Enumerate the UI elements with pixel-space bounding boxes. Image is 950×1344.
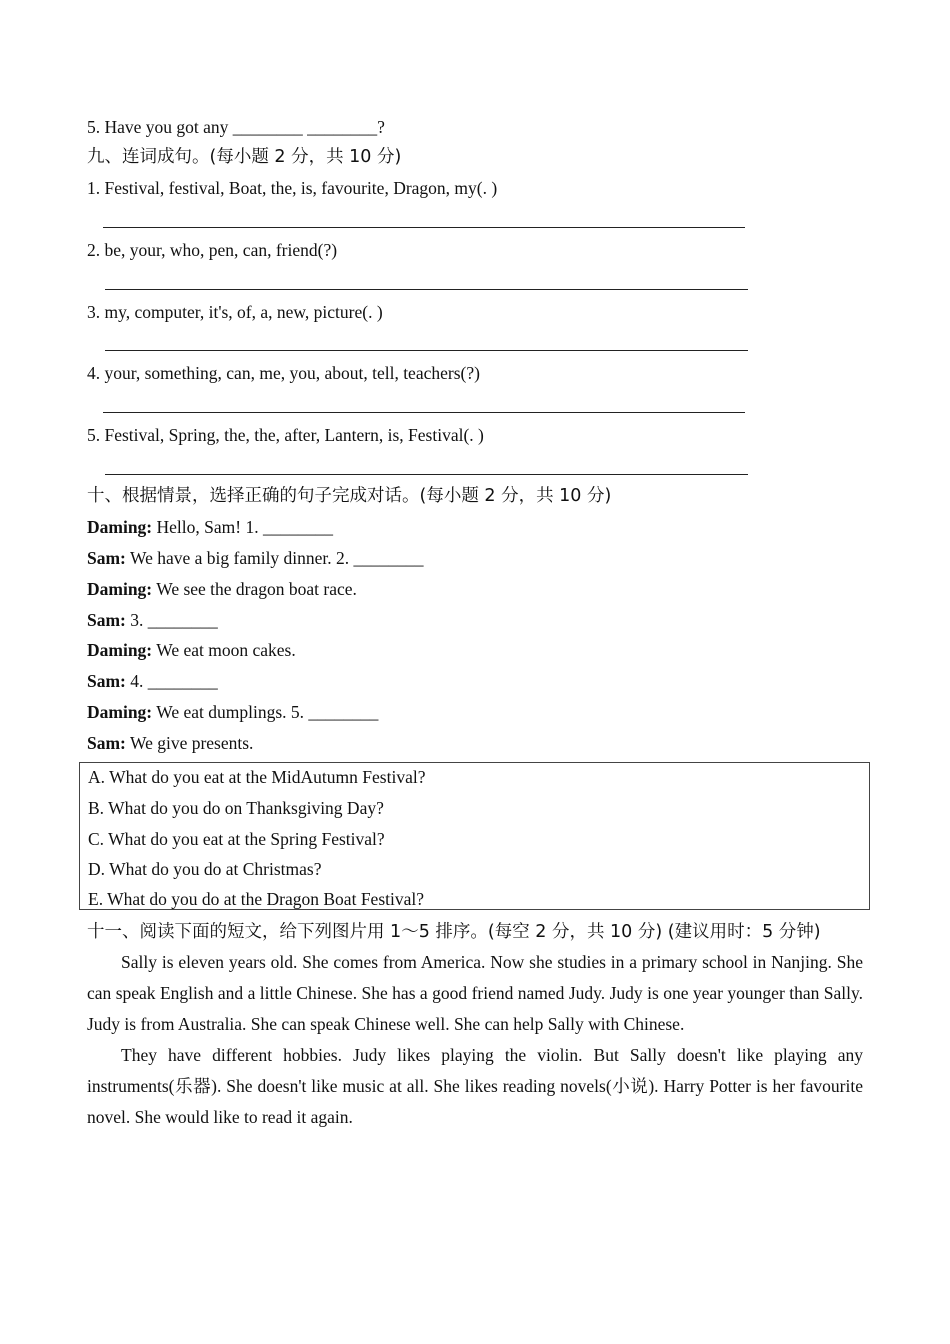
dialogue-text: 3. ________ bbox=[130, 610, 218, 630]
dialogue-line bbox=[87, 609, 218, 631]
speaker-label: Daming: bbox=[87, 702, 153, 722]
options-box bbox=[79, 762, 870, 910]
speaker-label: Daming: bbox=[87, 640, 153, 660]
dialogue-line bbox=[87, 578, 357, 600]
option-e: E. What do you do at the Dragon Boat Festival? bbox=[88, 889, 424, 909]
reorder-item-1: 1. Festival, festival, Boat, the, is, favourite, Dragon, my(. ) bbox=[87, 178, 498, 198]
section-11-heading: 十一、阅读下面的短文，给下列图片用 1～5 排序。(每空 2 分，共 10 分) (建议用时：5 分钟) bbox=[87, 922, 821, 942]
dialogue-text: We see the dragon boat race. bbox=[156, 579, 357, 599]
reorder-item-2: 2. be, your, who, pen, can, friend(?) bbox=[87, 240, 338, 260]
reorder-item-4: 4. your, something, can, me, you, about, tell, teachers(?) bbox=[87, 363, 480, 383]
dialogue-text: We have a big family dinner. 2. ________ bbox=[129, 548, 424, 568]
prev-item-5: 5. Have you got any ________ ________? bbox=[87, 117, 385, 137]
answer-line-3[interactable] bbox=[105, 350, 748, 351]
dialogue-text: Hello, Sam! 1. ________ bbox=[156, 517, 333, 537]
dialogue-line bbox=[87, 516, 333, 538]
answer-line-5[interactable] bbox=[105, 474, 748, 475]
reading-passage bbox=[87, 947, 863, 1133]
dialogue-text: We give presents. bbox=[129, 733, 254, 753]
option-c: C. What do you eat at the Spring Festival? bbox=[88, 829, 385, 849]
passage-paragraph-1: Sally is eleven years old. She comes from America. Now she studies in a primary school in Nanjing. She can speak English and a little Chinese. She has a good friend named Judy. Judy is one year younger than Sally. Judy is from Australia. She can speak Chinese well. She can help Sally with Chinese. bbox=[87, 952, 863, 1034]
answer-line-4[interactable] bbox=[103, 412, 745, 413]
dialogue-text: We eat dumplings. 5. ________ bbox=[156, 702, 379, 722]
option-d: D. What do you do at Christmas? bbox=[88, 859, 322, 879]
speaker-label: Sam: bbox=[87, 733, 126, 753]
speaker-label: Daming: bbox=[87, 579, 153, 599]
answer-line-1[interactable] bbox=[103, 227, 745, 228]
option-b: B. What do you do on Thanksgiving Day? bbox=[88, 798, 384, 818]
speaker-label: Sam: bbox=[87, 671, 126, 691]
dialogue-line bbox=[87, 547, 424, 569]
dialogue-text: We eat moon cakes. bbox=[156, 640, 296, 660]
section-9-heading: 九、连词成句。(每小题 2 分，共 10 分) bbox=[87, 147, 402, 167]
speaker-label: Sam: bbox=[87, 610, 126, 630]
reorder-item-3: 3. my, computer, it's, of, a, new, picture(. ) bbox=[87, 302, 383, 322]
dialogue-text: 4. ________ bbox=[130, 671, 218, 691]
section-10-heading: 十、根据情景，选择正确的句子完成对话。(每小题 2 分，共 10 分) bbox=[87, 486, 612, 506]
dialogue-line bbox=[87, 732, 253, 754]
speaker-label: Sam: bbox=[87, 548, 126, 568]
option-a: A. What do you eat at the MidAutumn Festival? bbox=[88, 767, 426, 787]
speaker-label: Daming: bbox=[87, 517, 153, 537]
dialogue-line bbox=[87, 670, 218, 692]
reorder-item-5: 5. Festival, Spring, the, the, after, Lantern, is, Festival(. ) bbox=[87, 425, 484, 445]
dialogue-line bbox=[87, 639, 296, 661]
answer-line-2[interactable] bbox=[105, 289, 748, 290]
dialogue-line bbox=[87, 701, 378, 723]
passage-paragraph-2: They have different hobbies. Judy likes playing the violin. But Sally doesn't like playing any instruments(乐器). She doesn't like music at all. She likes reading novels(小说). Harry Potter is her favourite novel. She would like to read it again. bbox=[87, 1045, 863, 1127]
